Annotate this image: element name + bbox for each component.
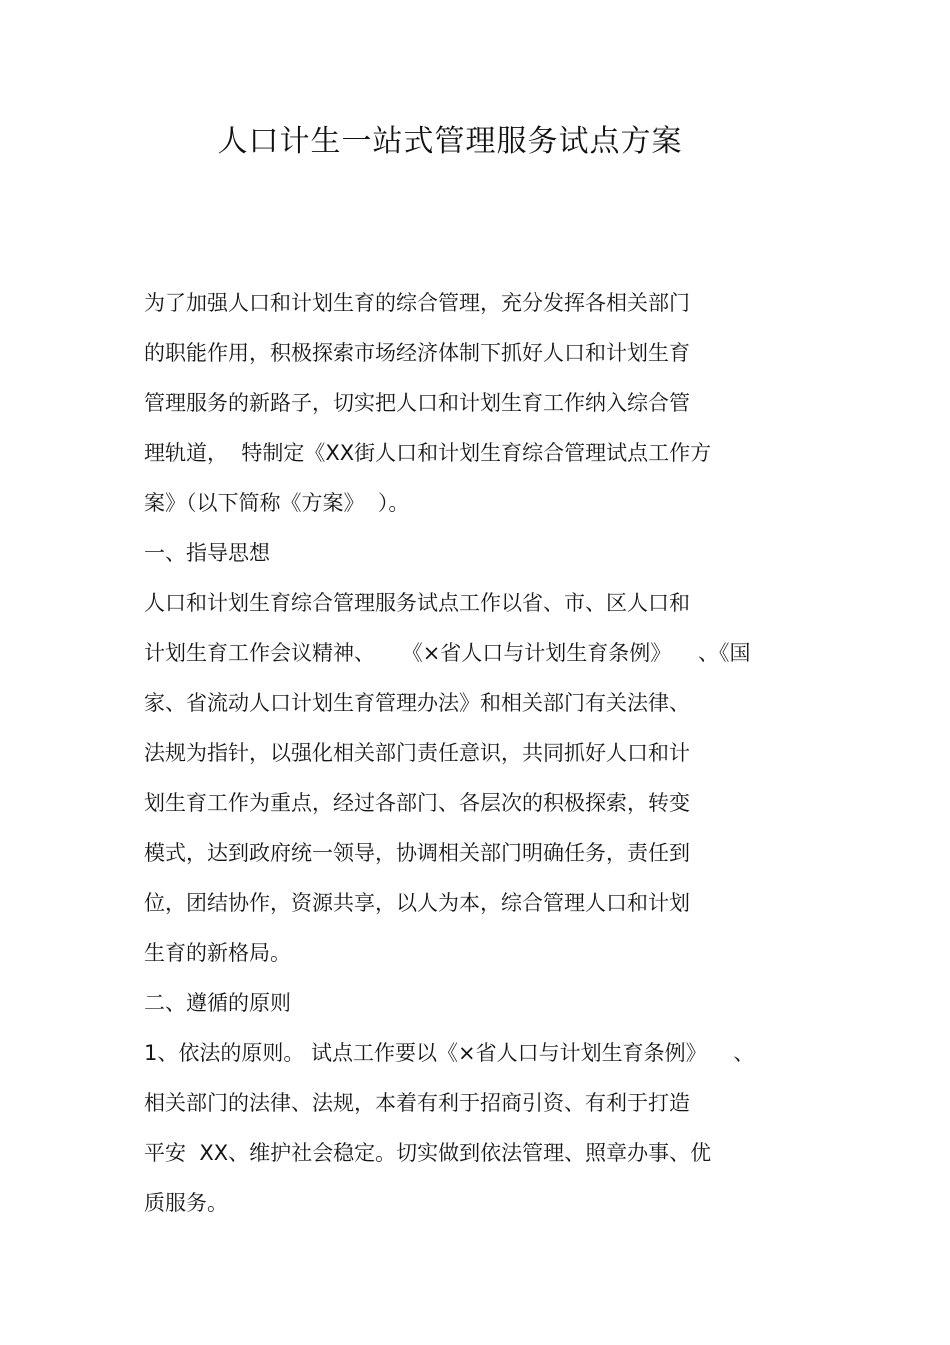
paragraph-line: 的职能作用，积极探索市场经济体制下抓好人口和计划生育 <box>144 341 690 365</box>
section-heading: 一、指导思想 <box>144 541 270 565</box>
paragraph-line: 理轨道， 特制定《XX街人口和计划生育综合管理试点工作方 <box>144 441 712 465</box>
paragraph-line: 人口和计划生育综合管理服务试点工作以省、市、区人口和 <box>144 591 690 615</box>
paragraph-line: 为了加强人口和计划生育的综合管理，充分发挥各相关部门 <box>144 291 690 315</box>
paragraph-line: 位，团结协作，资源共享，以人为本，综合管理人口和计划 <box>144 891 690 915</box>
paragraph-line: 案》（以下简称《方案》 ）。 <box>144 491 410 515</box>
paragraph-line: 平安 XX、维护社会稳定。切实做到依法管理、照章办事、优 <box>144 1141 712 1165</box>
paragraph-line: 计划生育工作会议精神、 《×省人口与计划生育条例》 、《国 <box>144 641 751 665</box>
paragraph-line: 质服务。 <box>144 1191 228 1215</box>
paragraph-line: 管理服务的新路子，切实把人口和计划生育工作纳入综合管 <box>144 391 690 415</box>
paragraph-line: 相关部门的法律、法规，本着有利于招商引资、有利于打造 <box>144 1091 690 1115</box>
section-heading: 二、遵循的原则 <box>144 991 291 1015</box>
paragraph-line: 划生育工作为重点，经过各部门、各层次的积极探索，转变 <box>144 791 690 815</box>
document-title: 人口计生一站式管理服务试点方案 <box>217 124 683 159</box>
paragraph-line: 1、依法的原则。 试点工作要以《×省人口与计划生育条例》 、 <box>144 1041 755 1065</box>
paragraph-line: 法规为指针，以强化相关部门责任意识，共同抓好人口和计 <box>144 741 690 765</box>
paragraph-line: 生育的新格局。 <box>144 941 291 965</box>
paragraph-line: 模式，达到政府统一领导，协调相关部门明确任务，责任到 <box>144 841 690 865</box>
paragraph-line: 家、省流动人口计划生育管理办法》和相关部门有关法律、 <box>144 691 690 715</box>
